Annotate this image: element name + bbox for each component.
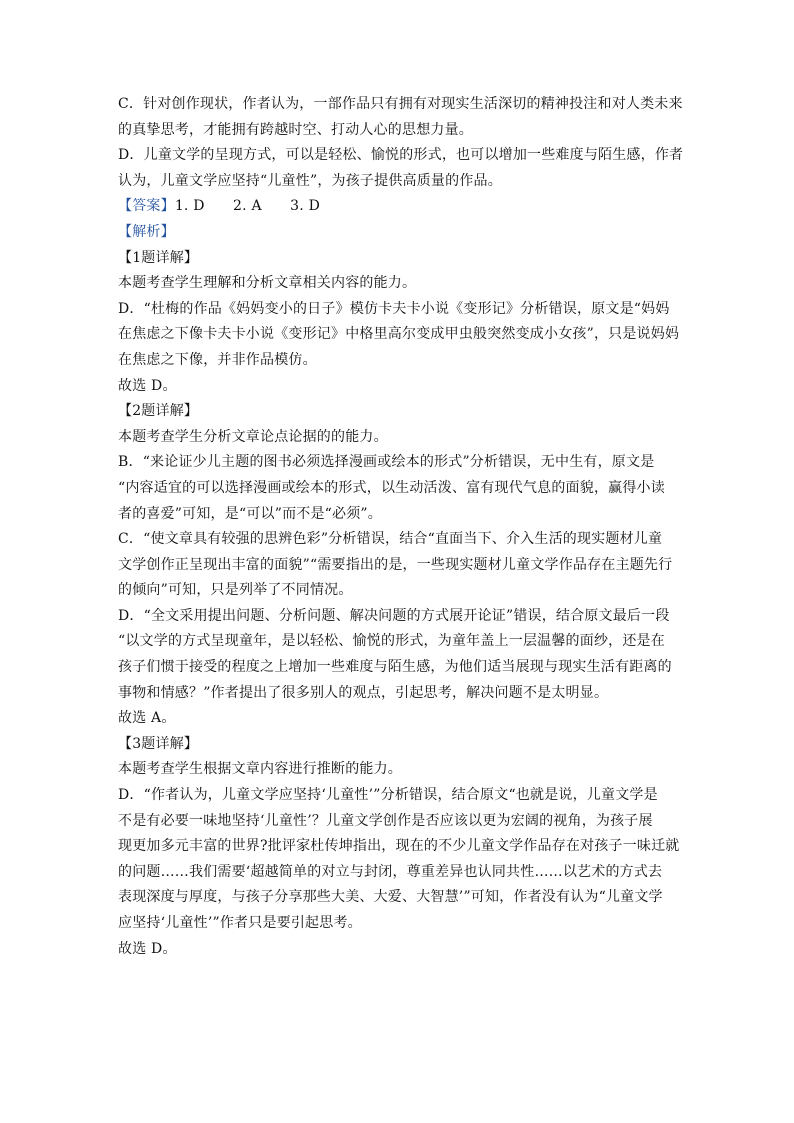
q2-explanation-b [118, 450, 678, 527]
text-line: 应坚持‘儿童性’”作者只是要引起思考。 [118, 915, 362, 931]
option-d [118, 143, 684, 194]
text-line: 的问题……我们需要‘超越简单的对立与封闭，尊重差异也认同共性……以艺术的方式去 [118, 863, 663, 880]
text-line: B．“来论证少儿主题的图书必须选择漫画或绘本的形式”分析错误，无中生有，原文是 [118, 454, 655, 471]
text-line: 者的喜爱”可知，是“可以”而不是“必须”。 [118, 505, 382, 522]
q2-explanation-d [118, 604, 678, 706]
text-line: D．“杜梅的作品《妈妈变小的日子》模仿卡夫卡小说《变形记》分析错误，原文是“妈妈 [118, 300, 670, 317]
text-line: D．“作者认为，儿童文学应坚持‘儿童性’”分析错误，结合原文“也就是说，儿童文学是 [118, 787, 658, 804]
answer-tag: 【答案】 [118, 198, 175, 215]
text-line: 在焦虑之下像卡夫卡小说《变形记》中格里高尔变成甲虫般突然变成小女孩”，只是说妈妈 [118, 326, 680, 343]
q1-intro: 本题考查学生理解和分析文章相关内容的能力。 [118, 275, 417, 292]
text-line: 认为，儿童文学应坚持“儿童性”，为孩子提供高质量的作品。 [118, 172, 502, 189]
text-line: “以文学的方式呈现童年，是以轻松、愉悦的形式，为童年盖上一层温馨的面纱，还是在 [118, 633, 665, 650]
q2-explanation-c [118, 527, 678, 604]
q2-intro: 本题考查学生分析文章论点论据的的能力。 [118, 428, 388, 445]
q2-conclusion: 故选 A。 [118, 710, 176, 727]
text-line: 不是有必要一味地坚持‘儿童性’？儿童文学创作是否应该以更为宏阔的视角，为孩子展 [118, 812, 653, 829]
q3-tag: 【3题详解】 [118, 735, 199, 752]
q1-heading [118, 246, 678, 272]
text-line: “内容适宜的可以选择漫画或绘本的形式，以生动活泼、富有现代气息的面貌，赢得小读 [118, 479, 665, 496]
q1-tag: 【1题详解】 [118, 249, 199, 266]
text-line: 在焦虑之下像，并非作品模仿。 [118, 351, 317, 368]
answer-line [118, 194, 678, 220]
q3-conclusion: 故选 D。 [118, 940, 177, 957]
document-page [118, 92, 684, 962]
answer-text: 1. D 2. A 3. D [174, 198, 320, 215]
text-line: 现更加多元丰富的世界?批评家杜传坤指出，现在的不少儿童文学作品存在对孩子一味迁就 [118, 838, 680, 855]
q3-explanation [118, 783, 678, 937]
analysis-heading [118, 220, 678, 246]
q1-explanation [118, 297, 678, 374]
text-line: 的倾向”可知，只是列举了不同情况。 [118, 582, 353, 599]
text-line: 文学创作正呈现出丰富的面貌”“需要指出的是，一些现实题材儿童文学作品存在主题先行 [118, 556, 673, 573]
text-line: C．针对创作现状，作者认为，一部作品只有拥有对现实生活深切的精神投注和对人类未来 [118, 96, 683, 112]
text-line: 事物和情感？”作者提出了很多别人的观点，引起思考，解决问题不是太明显。 [118, 684, 609, 701]
text-line: 孩子们惯于接受的程度之上增加一些难度与陌生感，为他们适当展现与现实生活有距离的 [118, 659, 672, 676]
option-c [118, 92, 683, 143]
text-line: 的真挚思考，才能拥有跨越时空、打动人心的思想力量。 [118, 121, 473, 138]
q2-heading [118, 399, 678, 425]
analysis-tag: 【解析】 [118, 223, 175, 240]
q3-intro: 本题考查学生根据文章内容进行推断的能力。 [118, 761, 402, 778]
text-line: 表现深度与厚度，与孩子分享那些大美、大爱、大智慧’”可知，作者没有认为“儿童文学 [118, 889, 663, 906]
q1-conclusion: 故选 D。 [118, 377, 177, 394]
text-line: D．“全文采用提出问题、分析问题、解决问题的方式展开论证”错误，结合原文最后一段 [118, 607, 670, 624]
q3-heading [118, 732, 678, 758]
text-line: C．“使文章具有较强的思辨色彩”分析错误，结合“直面当下、介入生活的现实题材儿童 [118, 531, 663, 548]
q2-tag: 【2题详解】 [118, 403, 199, 420]
text-line: D．儿童文学的呈现方式，可以是轻松、愉悦的形式，也可以增加一些难度与陌生感，作者 [118, 147, 684, 164]
